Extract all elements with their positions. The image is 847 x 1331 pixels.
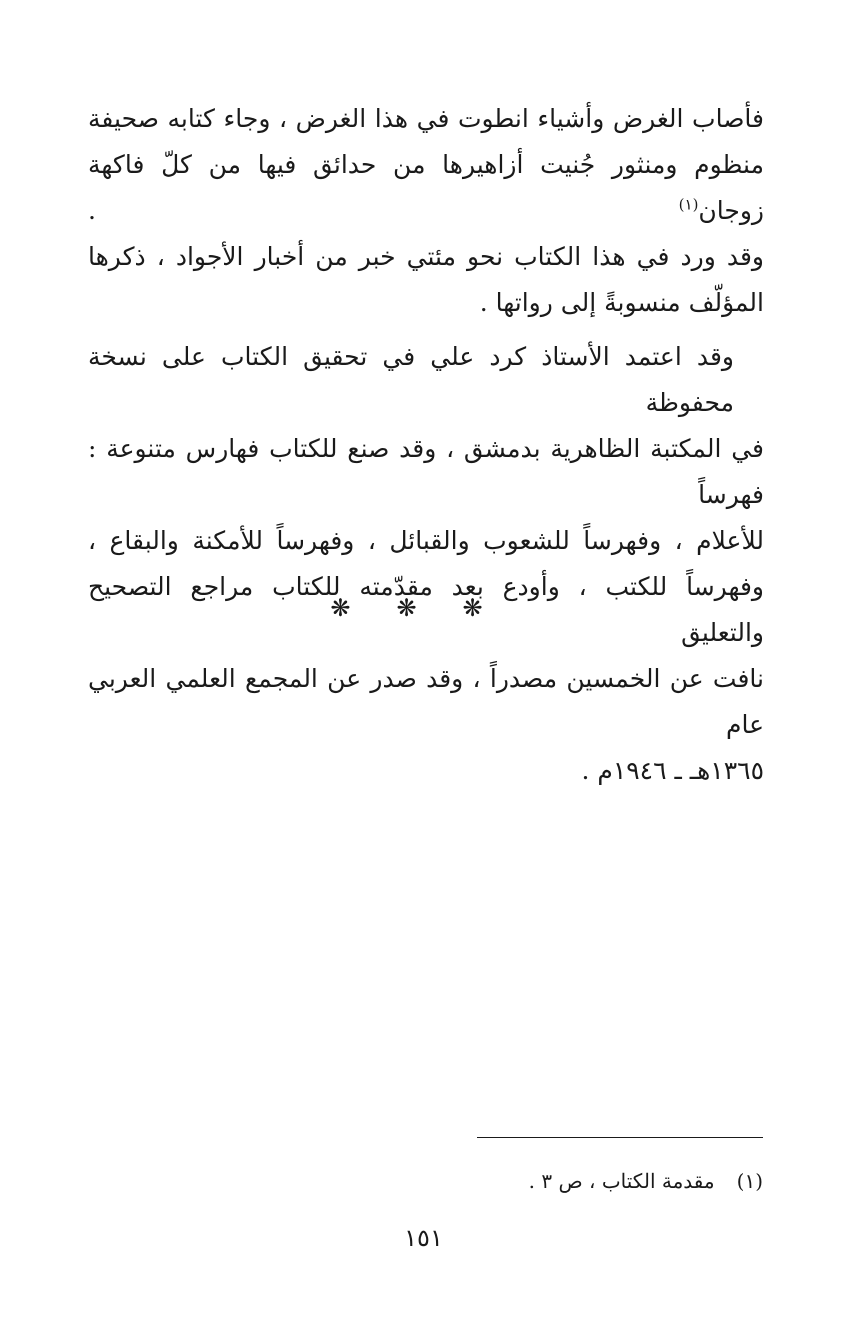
text-line: فأصاب الغرض وأشياء انطوت في هذا الغرض ، وجاء كتابه صحيفة — [88, 104, 764, 133]
page-number: ١٥١ — [404, 1224, 443, 1252]
asterism-icon: ❋ — [330, 594, 385, 622]
text-line-tail: . — [88, 196, 679, 225]
text-line — [88, 142, 764, 234]
footnote-number: (١) — [736, 1169, 763, 1193]
footnote-text: مقدمة الكتاب ، ص ٣ . — [528, 1169, 715, 1193]
text-line: المؤلّف منسوبةً إلى رواتها . — [479, 288, 764, 317]
paragraph-1 — [88, 96, 764, 326]
text-line: في المكتبة الظاهرية بدمشق ، وقد صنع للكتاب فهارس متنوعة : فهرساً — [88, 434, 764, 509]
asterism-icon: ❋ — [396, 594, 451, 622]
text-line: وفهرساً للكتب ، وأودع بعد مقدّمته للكتاب مراجع التصحيح والتعليق — [88, 572, 764, 647]
section-separator — [0, 594, 847, 622]
text-line: وقد اعتمد الأستاذ كرد علي في تحقيق الكتاب على نسخة محفوظة — [88, 342, 734, 417]
text-line: وقد ورد في هذا الكتاب نحو مئتي خبر من أخبار الأجواد ، ذكرها — [88, 242, 764, 271]
asterism-icon: ❋ — [462, 594, 517, 622]
footnote — [529, 1166, 763, 1196]
text-line-content: منظوم ومنثور جُنيت أزاهيرها من حدائق فيها من كلّ فاكهة زوجان — [88, 150, 764, 225]
paragraph-2 — [88, 334, 764, 794]
text-line: ١٣٦٥هـ ـ ١٩٤٦م . — [581, 756, 764, 785]
text-line: نافت عن الخمسين مصدراً ، وقد صدر عن المجمع العلمي العربي عام — [88, 664, 764, 739]
footnote-reference[interactable]: (١) — [678, 195, 699, 214]
footnote-divider — [477, 1137, 763, 1138]
text-line: للأعلام ، وفهرساً للشعوب والقبائل ، وفهرساً للأمكنة والبقاع ، — [88, 526, 764, 555]
body-text — [88, 96, 764, 802]
